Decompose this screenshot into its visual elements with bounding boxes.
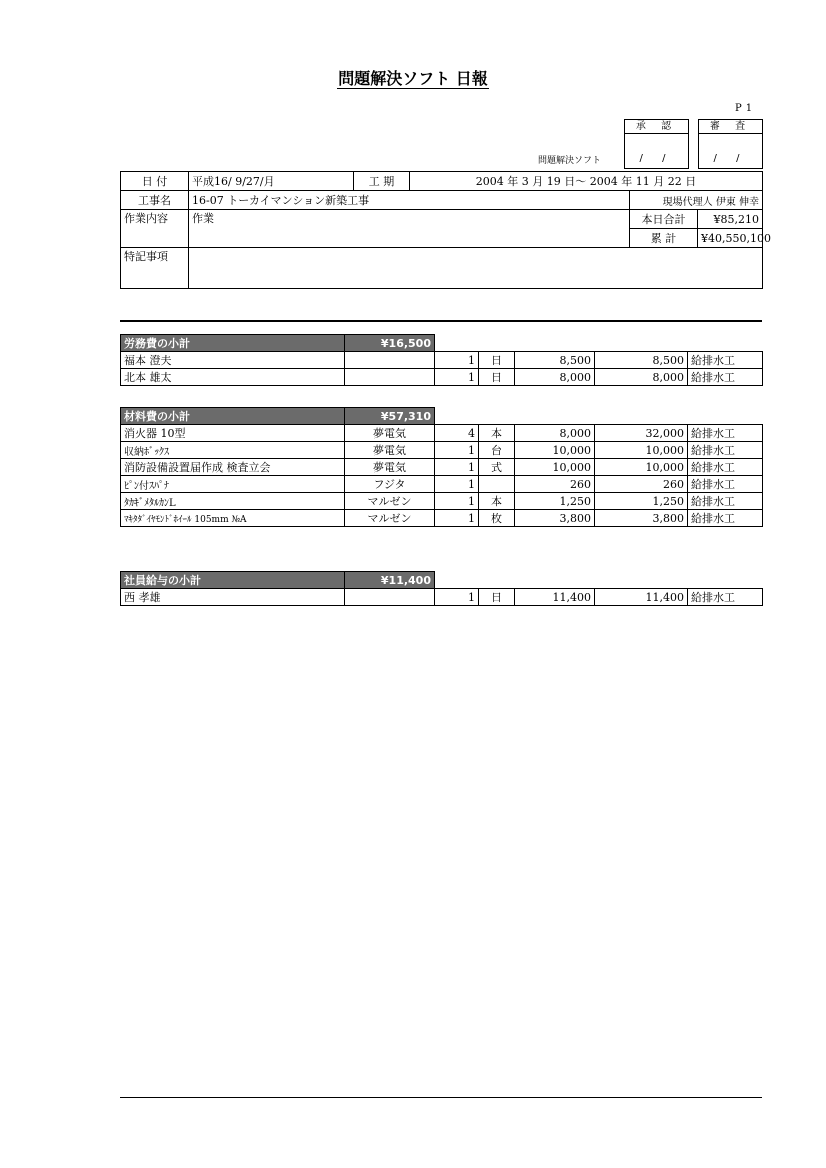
- item-trade: 給排水工: [688, 459, 763, 476]
- materials-section-title: 材料費の小計: [121, 408, 345, 425]
- item-trade: 給排水工: [688, 510, 763, 527]
- item-amount: 260: [595, 476, 688, 493]
- item-supplier: [345, 369, 435, 386]
- project-value[interactable]: 16-07 トーカイマンション新築工事: [189, 191, 630, 210]
- item-trade: 給排水工: [688, 589, 763, 606]
- item-unit: 日: [479, 352, 515, 369]
- footer-rule: [120, 1097, 762, 1098]
- report-header-table: [120, 171, 771, 289]
- materials-section: [120, 407, 763, 527]
- item-unit: 本: [479, 425, 515, 442]
- item-trade: 給排水工: [688, 425, 763, 442]
- item-qty: 1: [435, 589, 479, 606]
- item-name: 北本 雄太: [121, 369, 345, 386]
- labor-section-title: 労務費の小計: [121, 335, 345, 352]
- review-label: 審 査: [699, 120, 762, 134]
- item-amount: 8,500: [595, 352, 688, 369]
- wages-section-title: 社員給与の小計: [121, 572, 345, 589]
- item-unit: 日: [479, 589, 515, 606]
- item-amount: 11,400: [595, 589, 688, 606]
- item-price: 1,250: [515, 493, 595, 510]
- approval-stamp-box[interactable]: [624, 119, 689, 169]
- notes-label: 特記事項: [121, 248, 189, 289]
- item-name: 福本 澄夫: [121, 352, 345, 369]
- item-name: ﾀｶｷﾞﾒﾀﾙｶﾝL: [121, 493, 345, 510]
- item-unit: [479, 476, 515, 493]
- item-amount: 32,000: [595, 425, 688, 442]
- item-supplier: [345, 352, 435, 369]
- item-trade: 給排水工: [688, 352, 763, 369]
- work-value[interactable]: 作業: [189, 210, 630, 248]
- item-qty: 1: [435, 510, 479, 527]
- item-supplier: フジタ: [345, 476, 435, 493]
- item-price: 8,000: [515, 425, 595, 442]
- approval-date: / /: [639, 153, 674, 164]
- item-trade: 給排水工: [688, 476, 763, 493]
- table-row[interactable]: [121, 589, 763, 606]
- item-supplier: 夢電気: [345, 425, 435, 442]
- item-supplier: マルゼン: [345, 510, 435, 527]
- item-unit: 式: [479, 459, 515, 476]
- item-unit: 台: [479, 442, 515, 459]
- review-stamp-box[interactable]: [698, 119, 763, 169]
- item-qty: 1: [435, 459, 479, 476]
- item-amount: 8,000: [595, 369, 688, 386]
- item-name: 消火器 10型: [121, 425, 345, 442]
- item-qty: 1: [435, 476, 479, 493]
- item-trade: 給排水工: [688, 442, 763, 459]
- table-row[interactable]: [121, 425, 763, 442]
- cumulative-value: ¥40,550,100: [698, 229, 763, 248]
- work-label: 作業内容: [121, 210, 189, 248]
- item-name: ﾏｷﾀﾀﾞｲﾔﾓﾝﾄﾞﾎｲｰﾙ 105mm №A: [121, 510, 345, 527]
- item-supplier: マルゼン: [345, 493, 435, 510]
- site-agent[interactable]: 現場代理人 伊東 伸幸: [630, 191, 763, 210]
- section-spacer: [435, 408, 763, 425]
- date-label: 日 付: [121, 172, 189, 191]
- review-date: / /: [713, 153, 748, 164]
- item-unit: 日: [479, 369, 515, 386]
- today-total-value: ¥85,210: [698, 210, 763, 229]
- item-supplier: 夢電気: [345, 442, 435, 459]
- item-supplier: [345, 589, 435, 606]
- project-label: 工事名: [121, 191, 189, 210]
- date-value[interactable]: 平成16/ 9/27/月: [189, 172, 354, 191]
- approval-label: 承 認: [625, 120, 688, 134]
- today-total-label: 本日合計: [630, 210, 698, 229]
- item-trade: 給排水工: [688, 369, 763, 386]
- labor-subtotal: ¥16,500: [345, 335, 435, 352]
- item-name: 西 孝雄: [121, 589, 345, 606]
- section-spacer: [435, 335, 763, 352]
- labor-section: [120, 334, 763, 386]
- wages-section: [120, 571, 763, 606]
- item-name: 収納ﾎﾞｯｸｽ: [121, 442, 345, 459]
- item-qty: 4: [435, 425, 479, 442]
- item-qty: 1: [435, 493, 479, 510]
- item-amount: 10,000: [595, 442, 688, 459]
- report-title: [0, 66, 826, 89]
- item-qty: 1: [435, 369, 479, 386]
- item-trade: 給排水工: [688, 493, 763, 510]
- table-row[interactable]: [121, 476, 763, 493]
- item-amount: 1,250: [595, 493, 688, 510]
- item-supplier: 夢電気: [345, 459, 435, 476]
- item-name: 消防設備設置届作成 検査立会: [121, 459, 345, 476]
- item-price: 260: [515, 476, 595, 493]
- company-name: 問題解決ソフト: [538, 156, 602, 166]
- item-unit: 枚: [479, 510, 515, 527]
- item-qty: 1: [435, 442, 479, 459]
- item-price: 10,000: [515, 459, 595, 476]
- item-price: 10,000: [515, 442, 595, 459]
- item-name: ﾋﾟﾝ付ｽﾊﾟﾅ: [121, 476, 345, 493]
- report-title-text: 問題解決ソフト 日報: [338, 69, 488, 88]
- wages-subtotal: ¥11,400: [345, 572, 435, 589]
- period-label: 工 期: [354, 172, 410, 191]
- period-value[interactable]: 2004 年 3 月 19 日～ 2004 年 11 月 22 日: [410, 172, 763, 191]
- table-row[interactable]: [121, 352, 763, 369]
- cumulative-label: 累 計: [630, 229, 698, 248]
- item-amount: 10,000: [595, 459, 688, 476]
- table-row[interactable]: [121, 510, 763, 527]
- item-price: 8,500: [515, 352, 595, 369]
- materials-subtotal: ¥57,310: [345, 408, 435, 425]
- item-price: 8,000: [515, 369, 595, 386]
- item-price: 11,400: [515, 589, 595, 606]
- table-row[interactable]: [121, 442, 763, 459]
- page-number: P1: [735, 103, 757, 114]
- item-amount: 3,800: [595, 510, 688, 527]
- notes-value[interactable]: [189, 248, 763, 289]
- item-unit: 本: [479, 493, 515, 510]
- section-spacer: [435, 572, 763, 589]
- table-row[interactable]: [121, 459, 763, 476]
- item-qty: 1: [435, 352, 479, 369]
- header-divider: [120, 320, 762, 322]
- table-row[interactable]: [121, 369, 763, 386]
- table-row[interactable]: [121, 493, 763, 510]
- item-price: 3,800: [515, 510, 595, 527]
